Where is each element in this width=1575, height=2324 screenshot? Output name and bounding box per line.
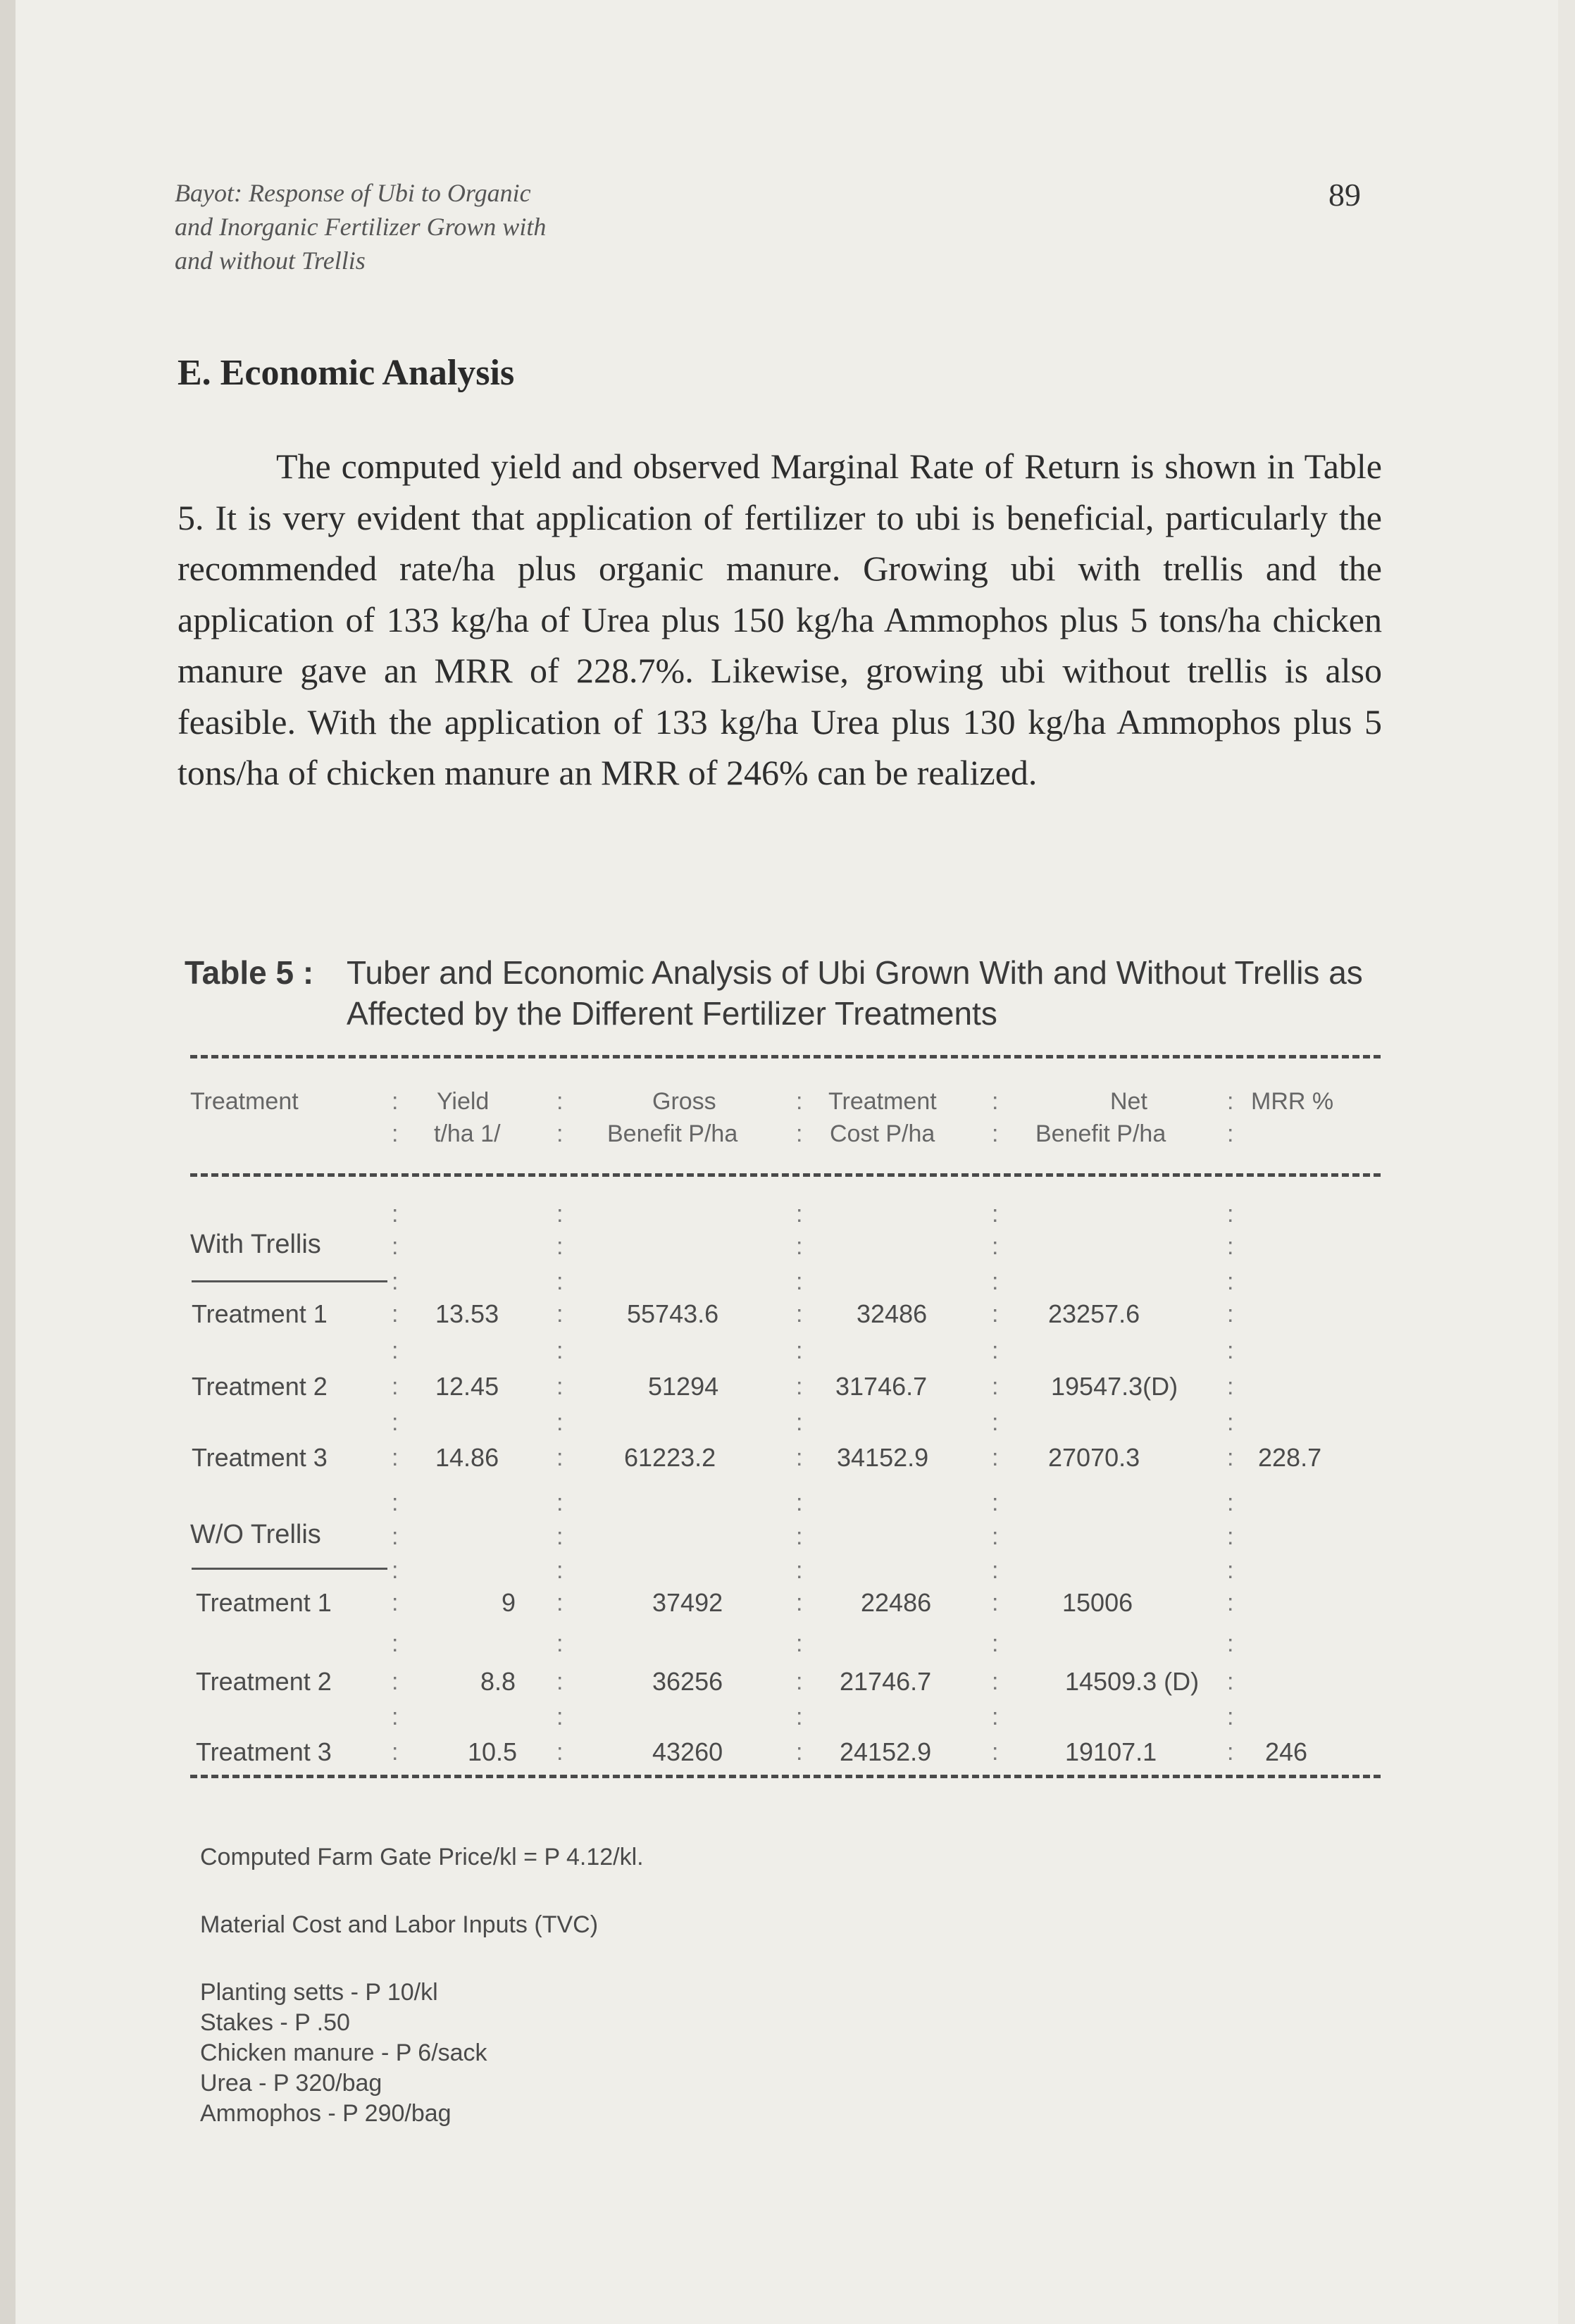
column-separator: : (1227, 1739, 1234, 1766)
column-separator: : (1227, 1630, 1234, 1657)
column-separator: : (796, 1704, 803, 1730)
cell-net: 19547.3(D) (1051, 1372, 1178, 1401)
running-head-line: and Inorganic Fertilizer Grown with (175, 213, 547, 241)
column-separator: : (556, 1088, 564, 1115)
cell-treatment: Treatment 2 (196, 1667, 332, 1696)
column-separator: : (392, 1373, 399, 1400)
header-cost-unit: Cost P/ha (830, 1120, 935, 1147)
column-separator: : (1227, 1373, 1234, 1400)
table-top-rule (190, 1055, 1381, 1058)
group-underline (192, 1280, 387, 1282)
column-separator: : (556, 1337, 564, 1364)
cell-gross: 36256 (652, 1667, 723, 1696)
column-separator: : (556, 1489, 564, 1516)
column-separator: : (556, 1589, 564, 1616)
cost-list-item: Urea - P 320/bag (200, 2070, 382, 2097)
section-heading: E. Economic Analysis (178, 353, 515, 393)
column-separator: : (796, 1739, 803, 1766)
cell-gross: 37492 (652, 1588, 723, 1617)
column-separator: : (992, 1557, 999, 1584)
column-separator: : (796, 1668, 803, 1695)
cell-treatment: Treatment 1 (192, 1299, 328, 1328)
header-mrr: MRR % (1251, 1088, 1334, 1115)
cost-list-item: Ammophos - P 290/bag (200, 2100, 452, 2127)
cell-net: 23257.6 (1048, 1299, 1140, 1328)
header-treatment: Treatment (190, 1088, 299, 1115)
column-separator: : (1227, 1668, 1234, 1695)
column-separator: : (1227, 1704, 1234, 1730)
cell-yield: 9 (502, 1588, 516, 1617)
group-label-with-trellis: With Trellis (190, 1230, 321, 1259)
table-caption-text: Tuber and Economic Analysis of Ubi Grown With and Without Trellis as Affected by the Different Fertilizer Treatments (347, 954, 1363, 1032)
header-yield: Yield (437, 1088, 490, 1115)
column-separator: : (1227, 1444, 1234, 1471)
cell-gross: 55743.6 (627, 1299, 719, 1328)
column-separator: : (992, 1444, 999, 1471)
cell-yield: 14.86 (435, 1443, 499, 1472)
header-gross: Gross (652, 1088, 716, 1115)
column-separator: : (392, 1268, 399, 1295)
cell-treatment: Treatment 3 (196, 1737, 332, 1766)
running-head (175, 176, 546, 277)
header-gross-unit: Benefit P/ha (607, 1120, 738, 1147)
column-separator: : (556, 1668, 564, 1695)
column-separator: : (1227, 1337, 1234, 1364)
cell-net: 27070.3 (1048, 1443, 1140, 1472)
cell-gross: 43260 (652, 1737, 723, 1766)
cell-treatment: Treatment 3 (192, 1443, 328, 1472)
column-separator: : (992, 1301, 999, 1327)
column-separator: : (992, 1523, 999, 1550)
column-separator: : (556, 1201, 564, 1227)
cell-cost: 32486 (857, 1299, 928, 1328)
cell-mrr: 246 (1265, 1737, 1308, 1766)
cell-cost: 34152.9 (837, 1443, 929, 1472)
column-separator: : (992, 1337, 999, 1364)
column-separator: : (992, 1088, 999, 1115)
column-separator: : (556, 1233, 564, 1260)
column-separator: : (992, 1373, 999, 1400)
cell-net: 15006 (1062, 1588, 1133, 1617)
column-separator: : (1227, 1301, 1234, 1327)
cell-net: 19107.1 (1065, 1737, 1157, 1766)
cost-list-item: Planting setts - P 10/kl (200, 1979, 438, 2006)
table-label: Table 5 : (185, 954, 314, 991)
column-separator: : (796, 1557, 803, 1584)
column-separator: : (1227, 1589, 1234, 1616)
column-separator: : (992, 1739, 999, 1766)
farm-gate-price-note: Computed Farm Gate Price/kl = P 4.12/kl. (200, 1844, 644, 1870)
column-separator: : (392, 1557, 399, 1584)
column-separator: : (392, 1739, 399, 1766)
table-bottom-rule (190, 1775, 1381, 1778)
cell-yield: 12.45 (435, 1372, 499, 1401)
column-separator: : (1227, 1268, 1234, 1295)
column-separator: : (392, 1337, 399, 1364)
column-separator: : (1227, 1409, 1234, 1436)
cell-cost: 21746.7 (840, 1667, 932, 1696)
column-separator: : (392, 1589, 399, 1616)
column-separator: : (392, 1233, 399, 1260)
column-separator: : (796, 1268, 803, 1295)
column-separator: : (796, 1337, 803, 1364)
column-separator: : (796, 1489, 803, 1516)
group-label-without-trellis: W/O Trellis (190, 1520, 321, 1549)
column-separator: : (1227, 1557, 1234, 1584)
column-separator: : (392, 1409, 399, 1436)
column-separator: : (796, 1120, 803, 1147)
column-separator: : (392, 1201, 399, 1227)
column-separator: : (992, 1589, 999, 1616)
cost-list-item: Stakes - P .50 (200, 2009, 350, 2036)
cell-treatment: Treatment 1 (196, 1588, 332, 1617)
column-separator: : (556, 1704, 564, 1730)
column-separator: : (1227, 1233, 1234, 1260)
cell-treatment: Treatment 2 (192, 1372, 328, 1401)
column-separator: : (392, 1668, 399, 1695)
body-paragraph: The computed yield and observed Marginal Rate of Return is shown in Table 5. It is very evident that application of fertilizer to ubi is beneficial, particularly the recommended rate/ha plus organic manure. Growing ubi with trellis and the application of 133 kg/ha of Urea plus 150 kg/ha Ammophos plus 5 tons/ha chicken manure gave an MRR of 228.7%. Likewise, growing ubi without trellis is also feasible. With the application of 133 kg/ha Urea plus 130 kg/ha Ammophos plus 5 tons/ha of chicken manure an MRR of 246% can be realized. (178, 446, 1382, 792)
cell-gross: 61223.2 (624, 1443, 716, 1472)
column-separator: : (1227, 1088, 1234, 1115)
column-separator: : (796, 1589, 803, 1616)
column-separator: : (556, 1523, 564, 1550)
column-separator: : (556, 1301, 564, 1327)
group-underline (192, 1568, 387, 1570)
column-separator: : (392, 1704, 399, 1730)
column-separator: : (992, 1630, 999, 1657)
column-separator: : (392, 1444, 399, 1471)
column-separator: : (556, 1373, 564, 1400)
column-separator: : (992, 1668, 999, 1695)
document-page (15, 0, 1558, 2324)
page-spine (0, 0, 15, 2324)
column-separator: : (796, 1088, 803, 1115)
column-separator: : (1227, 1489, 1234, 1516)
column-separator: : (992, 1489, 999, 1516)
cell-cost: 24152.9 (840, 1737, 932, 1766)
header-yield-unit: t/ha 1/ (434, 1120, 501, 1147)
column-separator: : (796, 1373, 803, 1400)
cell-cost: 31746.7 (835, 1372, 928, 1401)
running-head-line: Bayot: Response of Ubi to Organic (175, 179, 531, 207)
column-separator: : (992, 1704, 999, 1730)
column-separator: : (796, 1630, 803, 1657)
tvc-heading: Material Cost and Labor Inputs (TVC) (200, 1911, 599, 1938)
column-separator: : (796, 1233, 803, 1260)
cell-cost: 22486 (861, 1588, 932, 1617)
column-separator: : (796, 1523, 803, 1550)
column-separator: : (992, 1233, 999, 1260)
cell-yield: 10.5 (468, 1737, 518, 1766)
column-separator: : (392, 1301, 399, 1327)
column-separator: : (392, 1120, 399, 1147)
column-separator: : (1227, 1120, 1234, 1147)
column-separator: : (796, 1409, 803, 1436)
column-separator: : (1227, 1201, 1234, 1227)
column-separator: : (392, 1489, 399, 1516)
cost-list-item: Chicken manure - P 6/sack (200, 2039, 487, 2066)
column-separator: : (1227, 1523, 1234, 1550)
cell-net: 14509.3 (D) (1065, 1667, 1200, 1696)
column-separator: : (556, 1630, 564, 1657)
column-separator: : (992, 1268, 999, 1295)
column-separator: : (556, 1268, 564, 1295)
running-head-line: and without Trellis (175, 246, 366, 275)
cell-yield: 8.8 (480, 1667, 516, 1696)
header-cost: Treatment (828, 1088, 937, 1115)
column-separator: : (992, 1409, 999, 1436)
column-separator: : (392, 1088, 399, 1115)
column-separator: : (992, 1120, 999, 1147)
cell-gross: 51294 (648, 1372, 719, 1401)
column-separator: : (556, 1557, 564, 1584)
header-bottom-rule (190, 1173, 1381, 1177)
column-separator: : (556, 1120, 564, 1147)
column-separator: : (796, 1301, 803, 1327)
column-separator: : (392, 1523, 399, 1550)
page-number: 89 (1328, 177, 1361, 213)
header-net-unit: Benefit P/ha (1035, 1120, 1166, 1147)
header-net: Net (1110, 1088, 1147, 1115)
column-separator: : (556, 1409, 564, 1436)
cell-mrr: 228.7 (1258, 1443, 1322, 1472)
column-separator: : (556, 1739, 564, 1766)
column-separator: : (796, 1444, 803, 1471)
column-separator: : (556, 1444, 564, 1471)
cell-yield: 13.53 (435, 1299, 499, 1328)
column-separator: : (392, 1630, 399, 1657)
column-separator: : (796, 1201, 803, 1227)
column-separator: : (992, 1201, 999, 1227)
cost-list (200, 1978, 487, 2129)
